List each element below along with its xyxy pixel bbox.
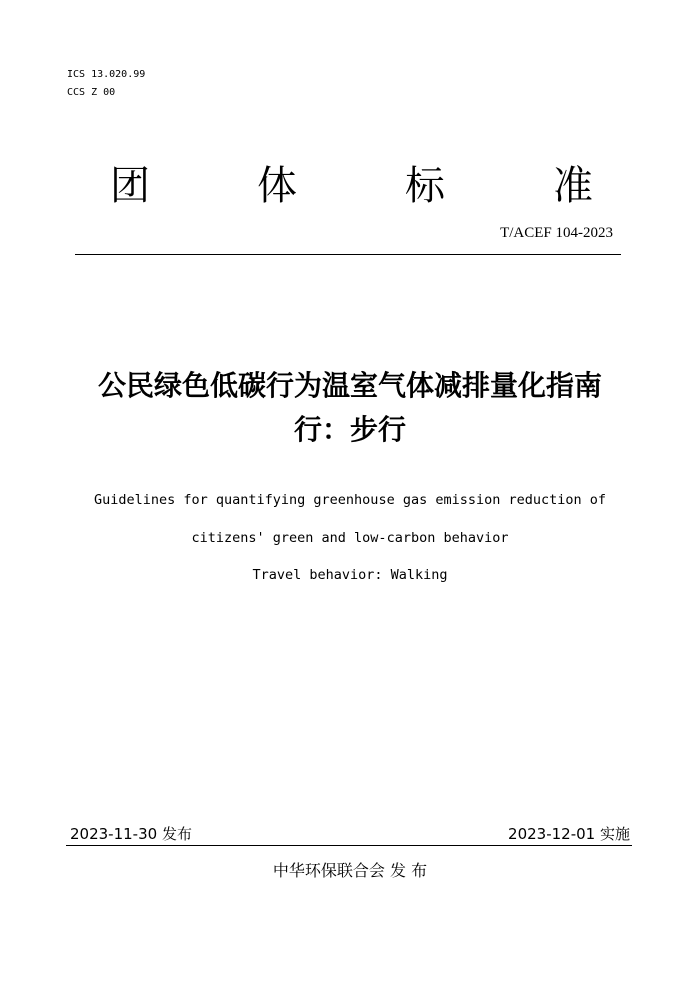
english-title-line-1: Guidelines for quantifying greenhouse gas emission reduction of: [93, 492, 607, 508]
standard-type-heading: [0, 160, 700, 220]
chinese-title-line-2: 行：步行: [293, 413, 406, 446]
classification-codes: [67, 66, 145, 102]
standard-type-char: 团: [110, 163, 150, 209]
ics-code: ICS 13.020.99: [67, 69, 146, 80]
standard-type-char: 体: [257, 163, 297, 209]
implementation-date: 2023-12-01 实施: [508, 825, 630, 843]
standard-type-char: 准: [553, 163, 593, 209]
english-title-line-3: Travel behavior: Walking: [252, 567, 448, 583]
issue-date: 2023-11-30 发布: [70, 825, 192, 843]
chinese-title-line-1: 公民绿色低碳行为温室气体减排量化指南: [97, 369, 602, 402]
header-divider: [75, 254, 621, 255]
footer-divider: [66, 845, 632, 846]
publisher: 中华环保联合会 发 布: [272, 861, 428, 880]
standard-type-char: 标: [405, 163, 445, 209]
standard-number: T/ACEF 104-2023: [500, 225, 613, 241]
ccs-code: CCS Z 00: [67, 87, 116, 98]
english-title-line-2: citizens' green and low-carbon behavior: [191, 530, 509, 546]
